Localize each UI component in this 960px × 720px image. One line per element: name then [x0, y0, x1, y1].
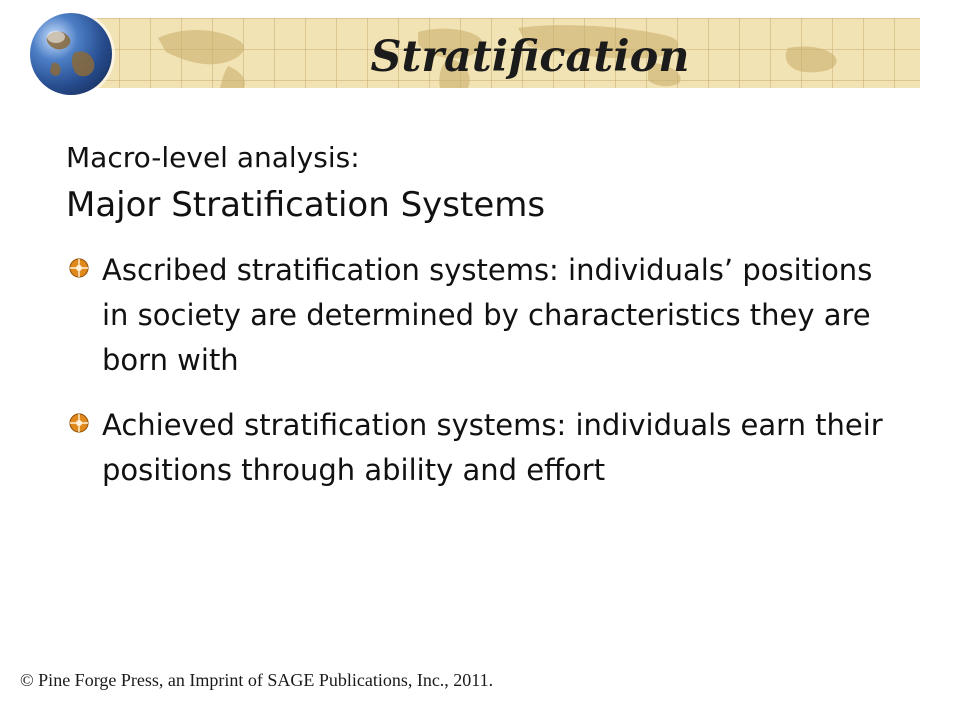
bullet-list — [66, 248, 896, 513]
copyright-footer: © Pine Forge Press, an Imprint of SAGE Publications, Inc., 2011. — [20, 670, 494, 690]
slide-title: Stratification — [370, 32, 690, 82]
bullet-text: Ascribed stratification systems: individuals’ positions in society are determined by characteristics they are born with — [102, 253, 873, 377]
globe-icon — [30, 13, 112, 95]
bullet-icon — [68, 257, 90, 279]
bullet-icon — [68, 412, 90, 434]
bullet-item-achieved — [66, 403, 896, 493]
subheading-macro-level: Macro-level analysis: — [66, 141, 360, 174]
bullet-text: Achieved stratification systems: individuals earn their positions through ability and effort — [102, 408, 883, 487]
subheading-major-systems: Major Stratification Systems — [66, 185, 546, 225]
bullet-item-ascribed — [66, 248, 896, 383]
